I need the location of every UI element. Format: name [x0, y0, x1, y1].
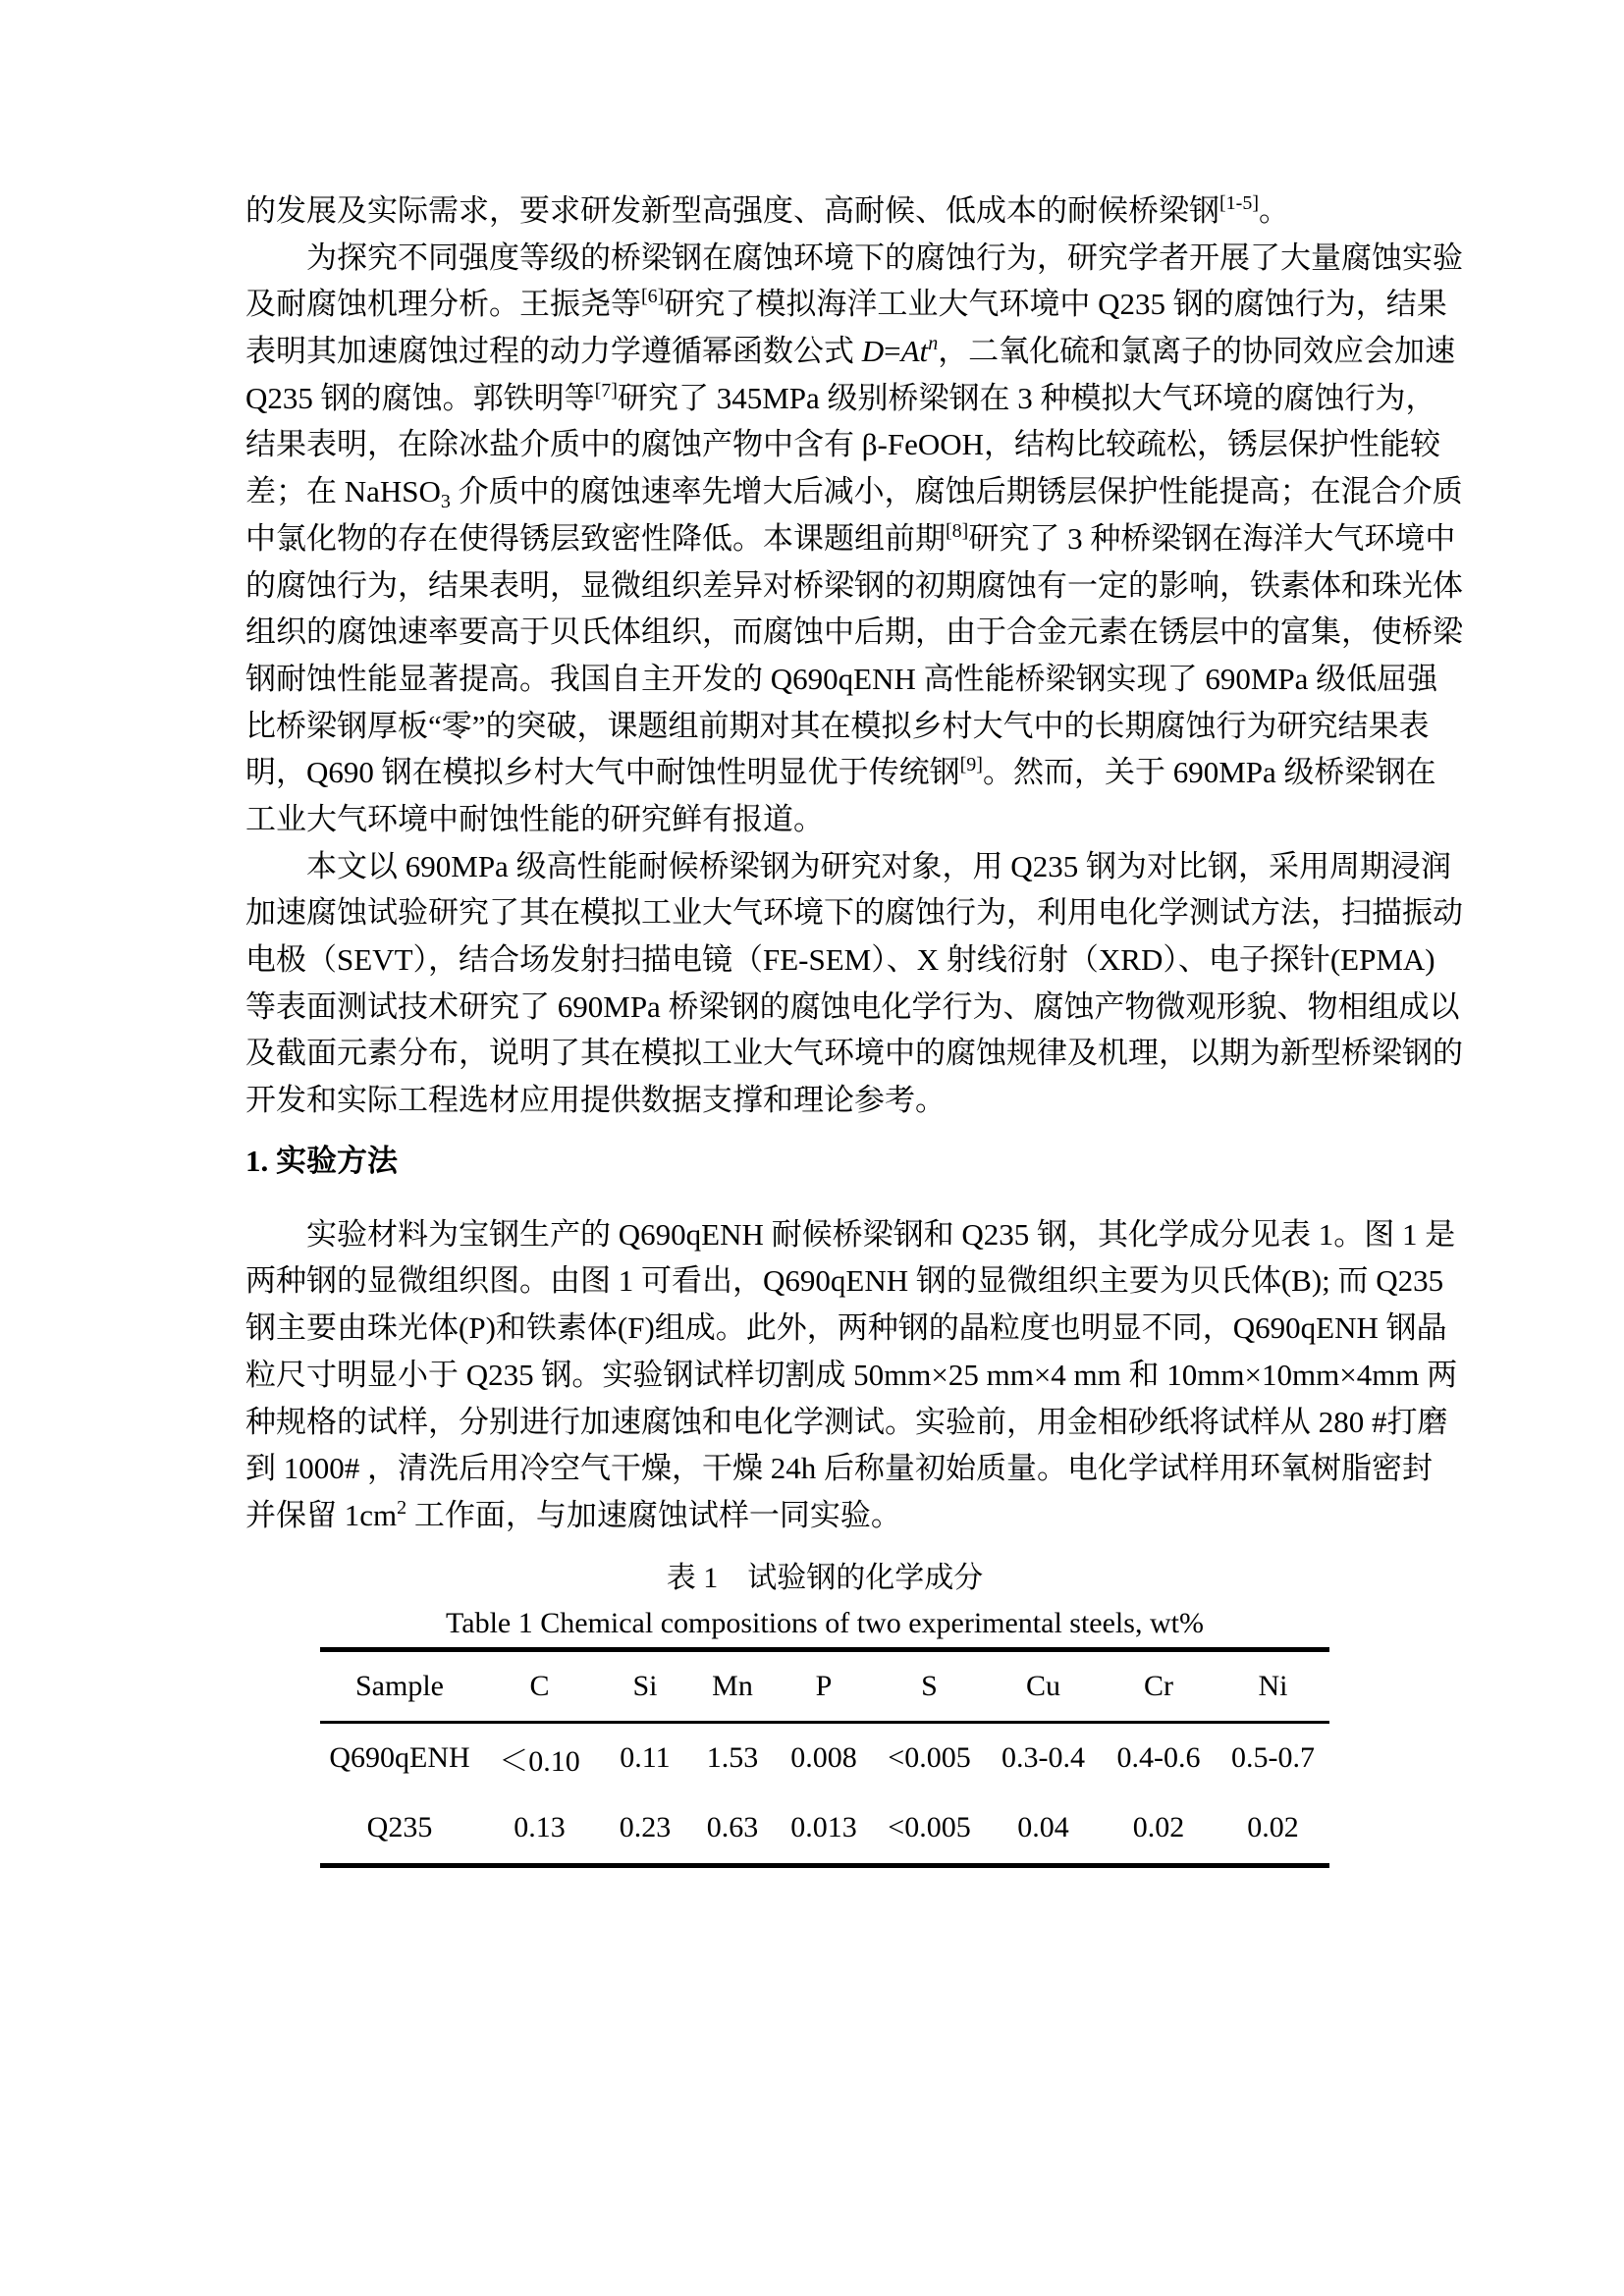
table-cell: 0.02	[1247, 1811, 1299, 1844]
text-line	[245, 1077, 1404, 1124]
text-line	[245, 1305, 1447, 1352]
table-cell: 0.008	[790, 1741, 857, 1775]
chemical-composition-table	[320, 1647, 1329, 1868]
table-cell: ＜0.10	[499, 1745, 580, 1779]
text-line	[245, 843, 1451, 890]
text-segment: 工作面，与加速腐蚀试样一同实验。	[406, 1497, 901, 1532]
i-segment: D	[861, 334, 885, 369]
table-caption-en: Table 1 Chemical compositions of two experimental steels, wt%	[446, 1606, 1204, 1639]
table-header-row	[320, 1649, 1329, 1722]
text-segment: 为探究不同强度等级的桥梁钢在腐蚀环境下的腐蚀行为，研究学者开展了大量腐蚀实验	[306, 240, 1463, 275]
text-segment: 加速腐蚀试验研究了其在模拟工业大气环境下的腐蚀行为，利用电化学测试方法，扫描振动	[245, 895, 1463, 931]
table-cell: 0.3-0.4	[1001, 1741, 1085, 1775]
isup-segment: n	[928, 333, 939, 355]
table-row	[320, 1722, 1329, 1793]
text-line	[245, 1030, 1463, 1077]
text-line	[245, 421, 1441, 468]
table-cell: 0.4-0.6	[1116, 1741, 1201, 1775]
text-line	[245, 1257, 1444, 1305]
text-segment: 的腐蚀行为，结果表明，显微组织差异对桥梁钢的初期腐蚀有一定的影响，铁素体和珠光体	[245, 567, 1463, 603]
text-segment: 等表面测试技术研究了 690MPa 桥梁钢的腐蚀电化学行为、腐蚀产物微观形貌、物相组成以	[245, 988, 1460, 1024]
column-header: Ni	[1258, 1669, 1288, 1702]
text-segment: 到 1000# ，清洗后用冷空气干燥，干燥 24h 后称量初始质量。电化学试样用环氧树脂密封	[245, 1451, 1433, 1486]
table-cell: <0.005	[888, 1811, 971, 1844]
methods-paragraph	[245, 1211, 1458, 1539]
sup-segment: 2	[397, 1496, 407, 1519]
text-line	[245, 749, 1436, 796]
table-caption-cn: 表 1 试验钢的化学成分	[666, 1561, 984, 1594]
text-segment: 钢耐蚀性能显著提高。我国自主开发的 Q690qENH 高性能桥梁钢实现了 690MPa 级低屈强	[245, 661, 1438, 696]
table-head	[320, 1649, 1329, 1722]
table-body	[320, 1722, 1329, 1865]
text-segment: 工业大气环境中耐蚀性能的研究鲜有报道。	[245, 801, 824, 836]
text-segment: 两种钢的显微组织图。由图 1 可看出，Q690qENH 钢的显微组织主要为贝氏体(B); 而 Q235	[245, 1263, 1444, 1299]
text-segment: 种规格的试样，分别进行加速腐蚀和电化学测试。实验前，用金相砂纸将试样从 280 #打磨	[245, 1404, 1448, 1439]
text-segment: 研究了 345MPa 级别桥梁钢在 3 种模拟大气环境的腐蚀行为，	[617, 380, 1436, 415]
text-line	[245, 1399, 1448, 1446]
text-line	[245, 328, 1456, 375]
column-header: Sample	[355, 1669, 444, 1702]
text-segment: 及截面元素分布，说明了其在模拟工业大气环境中的腐蚀规律及机理，以期为新型桥梁钢的	[245, 1036, 1463, 1071]
sup-segment: [1-5]	[1219, 192, 1259, 214]
text-segment: 粒尺寸明显小于 Q235 钢。实验钢试样切割成 50mm×25 mm×4 mm 和 10mm×10mm×4mm 两	[245, 1357, 1458, 1392]
text-line	[245, 375, 1436, 422]
sup-segment: [8]	[946, 519, 969, 542]
table-cell: 0.13	[514, 1811, 566, 1844]
text-segment: 中氯化物的存在使得锈层致密性降低。本课题组前期	[245, 520, 946, 556]
table-cell: 0.23	[619, 1811, 672, 1844]
text-line	[245, 235, 1463, 282]
text-segment: =	[884, 334, 901, 369]
text-segment: 实验材料为宝钢生产的 Q690qENH 耐候桥梁钢和 Q235 钢，其化学成分见表 1。图 1 是	[306, 1216, 1456, 1252]
text-segment: 本文以 690MPa 级高性能耐候桥梁钢为研究对象，用 Q235 钢为对比钢，采用周期浸润	[306, 848, 1451, 883]
text-segment: 结果表明，在除冰盐介质中的腐蚀产物中含有 β-FeOOH，结构比较疏松，锈层保护性能较	[245, 427, 1441, 462]
text-segment: 的发展及实际需求，要求研发新型高强度、高耐候、低成本的耐候桥梁钢	[245, 193, 1219, 228]
intro-paragraphs	[245, 187, 1463, 1124]
section-heading: 1. 实验方法	[245, 1143, 398, 1178]
text-segment: 。然而，关于 690MPa 级桥梁钢在	[982, 755, 1436, 790]
text-block	[245, 187, 1463, 1868]
table-cell: 0.63	[706, 1811, 759, 1844]
sub-segment: 3	[440, 491, 451, 513]
text-segment: 介质中的腐蚀速率先增大后减小，腐蚀后期锈层保护性能提高；在混合介质	[450, 474, 1463, 509]
column-header: Cu	[1025, 1669, 1060, 1702]
text-line	[245, 609, 1463, 656]
column-header: Si	[632, 1669, 658, 1702]
table-cell: Q690qENH	[329, 1741, 470, 1775]
text-line	[245, 936, 1435, 984]
text-segment: 及耐腐蚀机理分析。王振尧等	[245, 287, 641, 322]
text-segment: 电极（SEVT），结合场发射扫描电镜（FE-SEM）、X 射线衍射（XRD）、电子探针(EPMA)	[245, 942, 1435, 977]
text-line	[245, 562, 1463, 610]
text-line	[245, 187, 1404, 235]
text-line	[245, 984, 1460, 1031]
sup-segment: [7]	[594, 379, 618, 401]
table-cell: 1.53	[706, 1741, 759, 1775]
text-segment: 差；在 NaHSO	[245, 474, 441, 509]
table-cell: <0.005	[888, 1741, 971, 1775]
text-line	[245, 1445, 1433, 1492]
text-line	[245, 281, 1447, 328]
text-line	[245, 889, 1463, 936]
sup-segment: [6]	[641, 286, 665, 308]
text-line	[245, 703, 1430, 750]
text-line	[245, 796, 1404, 843]
table-cell: 0.11	[620, 1741, 671, 1775]
text-segment: 研究了模拟海洋工业大气环境中 Q235 钢的腐蚀行为，结果	[664, 287, 1447, 322]
text-line	[245, 468, 1463, 515]
column-header: S	[921, 1669, 938, 1702]
text-segment: Q235 钢的腐蚀。郭铁明等	[245, 380, 595, 415]
text-line	[245, 1352, 1458, 1399]
table-cell: Q235	[366, 1811, 433, 1844]
text-segment: 。	[1258, 193, 1289, 228]
text-segment: 并保留 1cm	[245, 1497, 398, 1532]
text-segment: 钢主要由珠光体(P)和铁素体(F)组成。此外，两种钢的晶粒度也明显不同，Q690qENH 钢晶	[245, 1310, 1447, 1346]
text-segment: 组织的腐蚀速率要高于贝氏体组织，而腐蚀中后期，由于合金元素在锈层中的富集，使桥梁	[245, 614, 1463, 650]
sup-segment: [9]	[959, 754, 983, 776]
table-cell: 0.04	[1017, 1811, 1069, 1844]
table-cell: 0.013	[790, 1811, 857, 1844]
text-segment: 开发和实际工程选材应用提供数据支撑和理论参考。	[245, 1083, 946, 1118]
text-segment: 明，Q690 钢在模拟乡村大气中耐蚀性明显优于传统钢	[245, 755, 960, 790]
table-cell: 0.02	[1132, 1811, 1185, 1844]
text-line	[245, 656, 1438, 703]
i-segment: At	[900, 334, 929, 369]
text-segment: 研究了 3 种桥梁钢在海洋大气环境中	[968, 520, 1456, 556]
column-header: Mn	[712, 1669, 753, 1702]
text-segment: 比桥梁钢厚板“零”的突破，课题组前期对其在模拟乡村大气中的长期腐蚀行为研究结果表	[245, 708, 1430, 743]
text-segment: ，二氧化硫和氯离子的协同效应会加速	[938, 334, 1456, 369]
column-header: Cr	[1144, 1669, 1173, 1702]
column-header: C	[529, 1669, 550, 1702]
table-cell: 0.5-0.7	[1231, 1741, 1315, 1775]
column-header: P	[815, 1669, 833, 1702]
table-row	[320, 1793, 1329, 1866]
text-segment: 表明其加速腐蚀过程的动力学遵循幂函数公式	[245, 334, 862, 369]
text-line	[245, 515, 1456, 562]
text-line	[245, 1492, 1404, 1539]
text-line	[245, 1211, 1456, 1258]
